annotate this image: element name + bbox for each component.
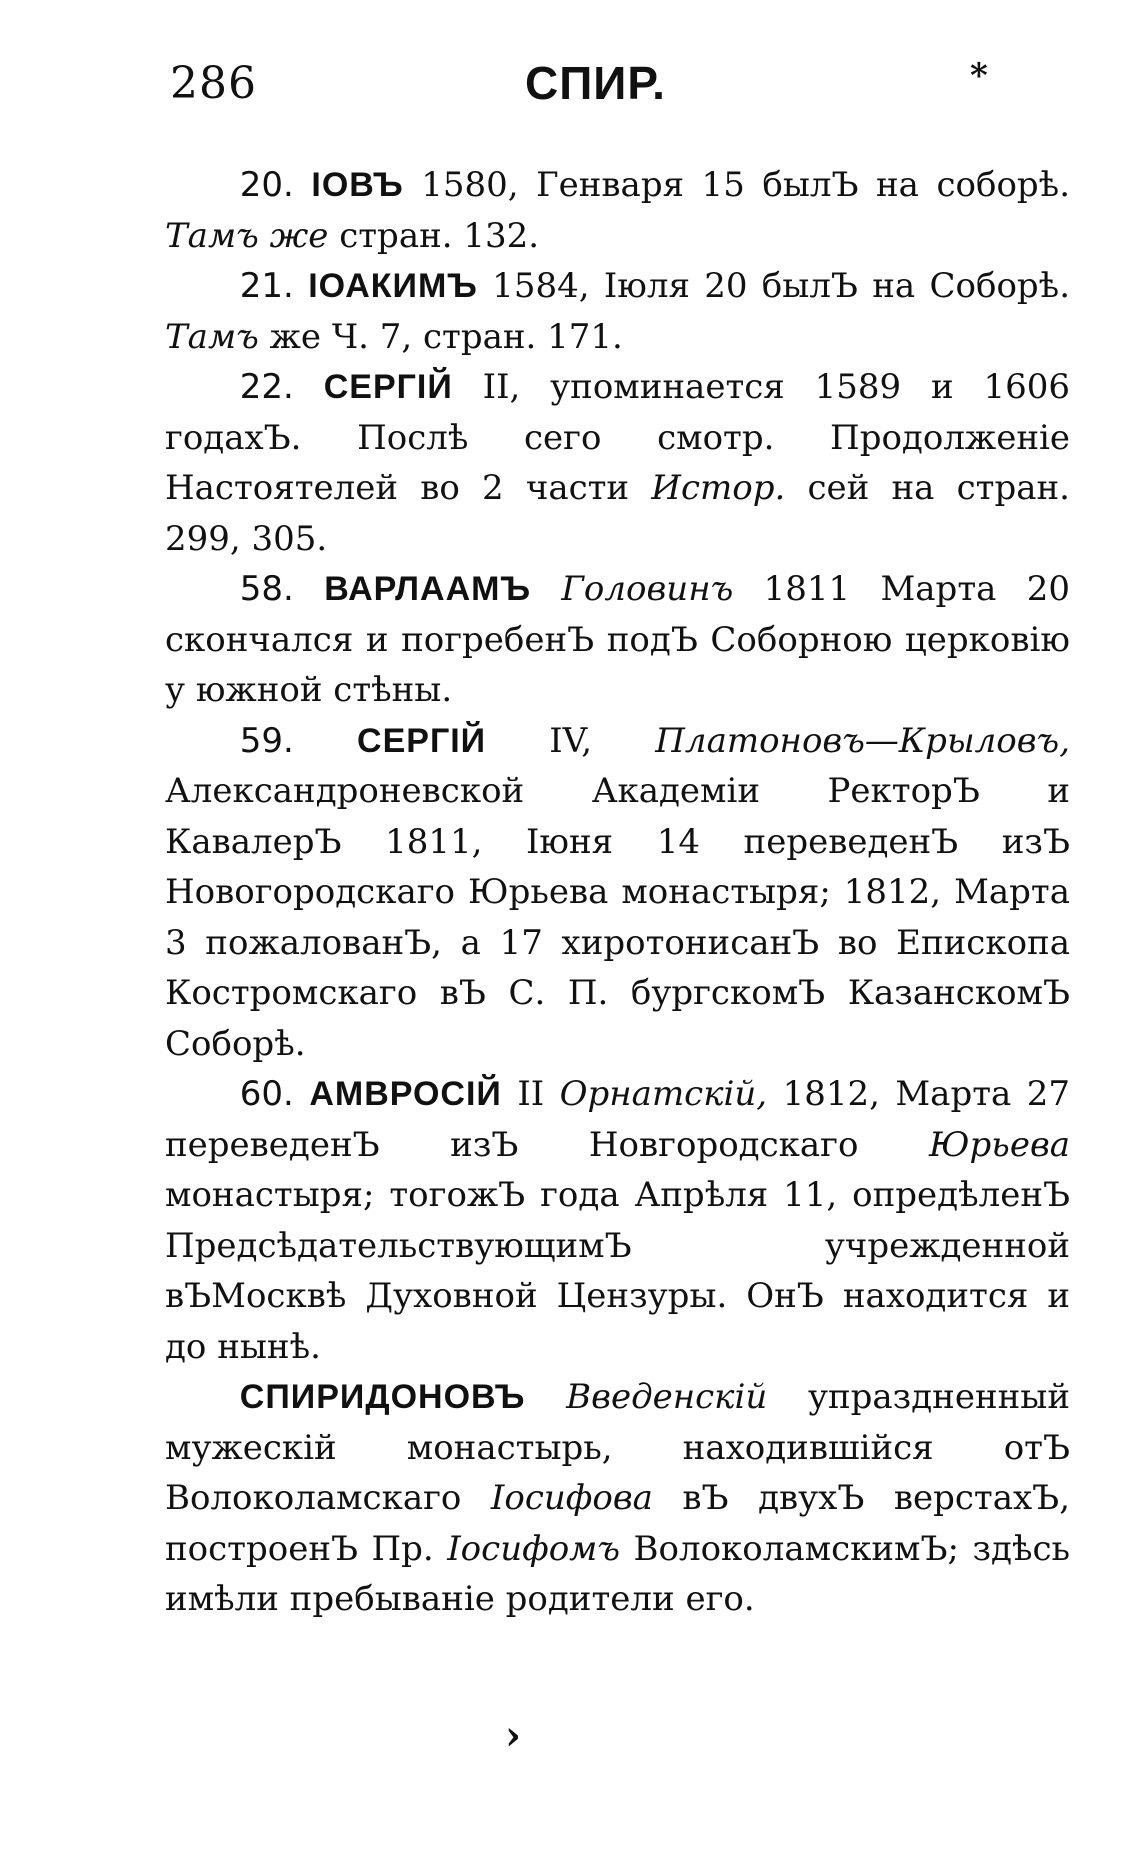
entry-text: 1580, Генваря 15 былЪ на соборѣ. (403, 165, 1070, 205)
header-mark: * (970, 56, 988, 96)
entry-italic: Орнатскій, (559, 1074, 768, 1114)
entry-text: стран. 132. (328, 215, 540, 256)
entry-number: 59. (239, 720, 294, 761)
entry-name: ІОВЪ (311, 166, 404, 204)
entry-text: IV, (486, 720, 656, 761)
entry-text (531, 569, 561, 609)
entry-number: 58. (239, 569, 294, 609)
entry-italic: Тамъ (165, 316, 259, 357)
entry-paragraph (165, 716, 1070, 1070)
entry-text: ВолоколамскимЪ; здѣсь имѣли пребываніе родители его. (165, 1528, 1070, 1619)
entry-italic: Головинъ (561, 569, 734, 609)
entry-text: 1811 Марта 20 скончался и погребенЪ подЪ Соборною церковію у южной стѣны. (165, 569, 1071, 710)
entry-name: СЕРГІЙ (323, 368, 453, 406)
entry-italic: Іосифомъ (447, 1528, 621, 1569)
entry-text: Александроневской Академіи РекторЪ и КавалерЪ 1811, Іюня 14 переведенЪ изЪ Новогородскаго Юрьева монастыря; 1812, Марта 3 пожалованЪ, а 17 хиротонисанЪ во Епископа Костромскаго вЪ С. П. бургскомЪ КазанскомЪ Соборѣ. (165, 771, 1070, 1064)
running-head: СПИР. (525, 57, 666, 109)
entry-text: упраздненный мужескій монастырь, находившійся отЪ Волоколамскаго (165, 1377, 1070, 1518)
entry-number: 22. (239, 367, 294, 407)
page-header (170, 52, 1010, 122)
monastery-name: СПИРИДОНОВЪ (239, 1378, 526, 1416)
entry-text: монастыря; тогожЪ года Апрѣля 11, опредѣленЪ ПредсѣдательствующимЪ учрежденной вЪМосквѣ Духовной Цензуры. ОнЪ находится и до нынѣ. (165, 1175, 1070, 1367)
entry-paragraph (165, 564, 1070, 716)
entry-text: вЪ двухЪ верстахЪ, построенЪ Пр. (165, 1478, 1070, 1569)
page-body (165, 160, 1070, 1625)
entry-paragraph (165, 1069, 1070, 1372)
entry-name: ВАРЛААМЪ (324, 570, 532, 608)
monastery-paragraph (165, 1372, 1070, 1625)
entry-paragraph (165, 362, 1070, 564)
entry-italic: Платоновъ—Крыловъ, (655, 720, 1071, 761)
entry-name: СЕРГІЙ (357, 721, 487, 760)
entry-paragraph (165, 160, 1070, 261)
entry-italic: Истор. (651, 468, 786, 508)
entry-paragraph (165, 261, 1070, 362)
footer-mark: › (505, 1712, 521, 1759)
page-number: 286 (170, 58, 257, 109)
entry-text: II, упоминается 1589 и 1606 годахЪ. Послѣ сего смотр. Продолженіе Настоятелей во 2 части (165, 367, 1070, 508)
entry-text: сей на стран. 299, 305. (165, 468, 1070, 559)
entry-italic: Юрьева (928, 1124, 1070, 1165)
entry-number: 60. (239, 1074, 294, 1114)
entry-number: 20. (239, 165, 294, 205)
entry-name: АМВРОСІЙ (309, 1075, 502, 1113)
entry-text: II (501, 1074, 560, 1114)
entry-number: 21. (239, 266, 294, 306)
entry-text: 1812, Марта 27 переведенЪ изЪ Новгородскаго (165, 1074, 1070, 1165)
entry-name: ІОАКИМЪ (308, 267, 478, 305)
entry-italic: Введенскій (566, 1377, 768, 1417)
entry-text: же Ч. 7, стран. 171. (258, 316, 623, 357)
entry-text: 1584, Іюля 20 былЪ на Соборѣ. (477, 266, 1070, 306)
entry-italic: Тамъ же (165, 215, 329, 256)
entry-italic: Іосифова (490, 1478, 653, 1518)
